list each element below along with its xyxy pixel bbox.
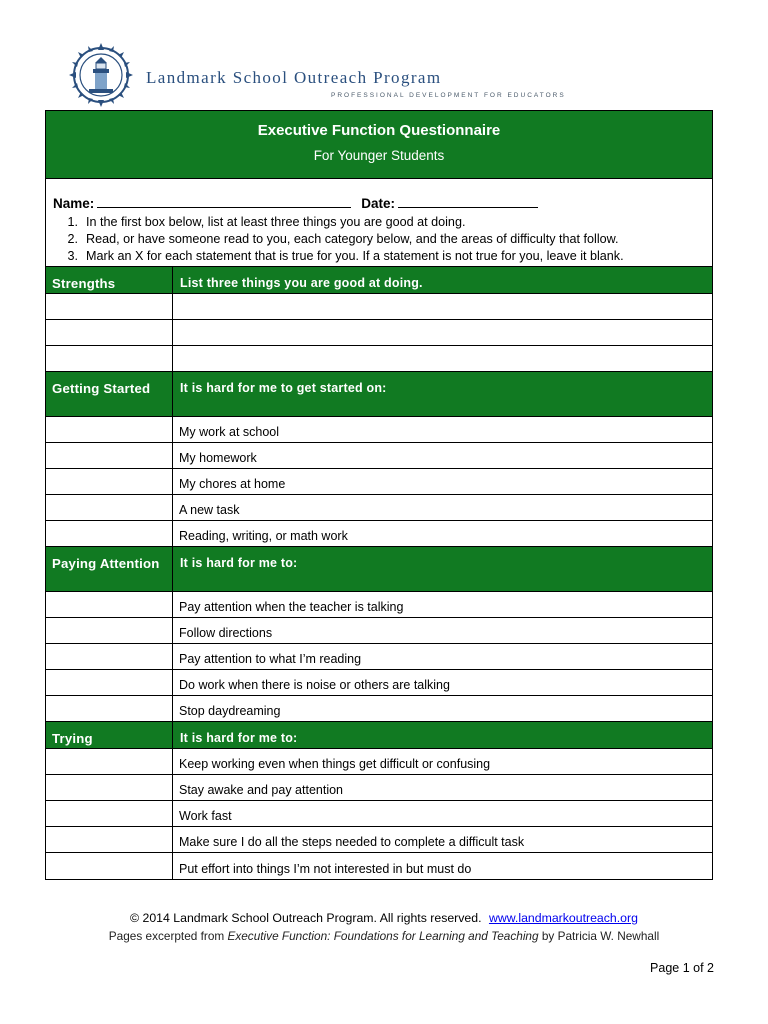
instruction-text: Mark an X for each statement that is true for you. If a statement is not true for you, leave it blank. — [86, 249, 624, 263]
table-row — [46, 469, 712, 495]
title-band — [46, 111, 712, 179]
name-field[interactable] — [97, 195, 351, 208]
statement-text: Pay attention to what I’m reading — [179, 652, 362, 666]
table-row — [46, 696, 712, 722]
section-prompt: It is hard for me to get started on: — [180, 381, 387, 395]
table-row — [46, 294, 712, 320]
statement-text[interactable] — [173, 346, 712, 371]
section-label: Strengths — [46, 267, 173, 293]
section-prompt: It is hard for me to: — [180, 731, 298, 745]
section-header — [46, 722, 712, 749]
org-tagline: PROFESSIONAL DEVELOPMENT FOR EDUCATORS — [331, 92, 566, 99]
date-label: Date: — [361, 196, 396, 211]
form-title: Executive Function Questionnaire — [257, 122, 501, 139]
date-field[interactable] — [398, 195, 538, 208]
section-header — [46, 547, 712, 592]
answer-box[interactable] — [46, 618, 173, 643]
statement-text: My homework — [179, 451, 257, 465]
answer-box[interactable] — [46, 644, 173, 669]
section-prompt: It is hard for me to: — [180, 556, 298, 570]
section-header — [46, 372, 712, 417]
answer-box[interactable] — [46, 443, 173, 468]
statement-text: Reading, writing, or math work — [179, 529, 348, 543]
copyright-text: © 2014 Landmark School Outreach Program. All rights reserved. — [130, 911, 482, 925]
section-prompt: List three things you are good at doing. — [180, 276, 423, 290]
answer-box[interactable] — [46, 827, 173, 852]
table-row — [46, 618, 712, 644]
table-row — [46, 749, 712, 775]
section-label: Trying — [46, 722, 173, 748]
answer-box[interactable] — [46, 853, 173, 879]
table-row — [46, 592, 712, 618]
answer-box[interactable] — [46, 521, 173, 546]
answer-box[interactable] — [46, 670, 173, 695]
footer-excerpt-line — [0, 929, 768, 943]
answer-box[interactable] — [46, 417, 173, 442]
statement-text: Make sure I do all the steps needed to complete a difficult task — [179, 835, 525, 849]
table-row — [46, 443, 712, 469]
table-row — [46, 670, 712, 696]
answer-box[interactable] — [46, 346, 173, 371]
statement-text: A new task — [179, 503, 240, 517]
instruction-item — [53, 248, 705, 265]
answer-box[interactable] — [46, 696, 173, 721]
instruction-item — [53, 231, 705, 248]
statement-text: Pay attention when the teacher is talking — [179, 600, 404, 614]
statement-text: Do work when there is noise or others are talking — [179, 678, 450, 692]
form-subtitle: For Younger Students — [313, 148, 445, 163]
instruction-number: 2. — [67, 232, 78, 246]
answer-box[interactable] — [46, 801, 173, 826]
footer-copyright-line — [0, 911, 768, 925]
answer-box[interactable] — [46, 495, 173, 520]
statement-text: My chores at home — [179, 477, 286, 491]
excerpt-suffix: by Patricia W. Newhall — [538, 929, 660, 943]
section-label: Paying Attention — [46, 547, 173, 591]
statement-text: Keep working even when things get difficult or confusing — [179, 757, 491, 771]
statement-text[interactable] — [173, 320, 712, 345]
info-block — [46, 179, 712, 267]
answer-box[interactable] — [46, 775, 173, 800]
table-row — [46, 320, 712, 346]
book-title: Executive Function: Foundations for Learning and Teaching — [227, 929, 539, 943]
table-row — [46, 801, 712, 827]
instructions-list — [53, 214, 705, 265]
answer-box[interactable] — [46, 320, 173, 345]
table-row — [46, 417, 712, 443]
statement-text: Stop daydreaming — [179, 704, 281, 718]
instruction-item — [53, 214, 705, 231]
page-number: Page 1 of 2 — [650, 961, 714, 975]
instruction-text: Read, or have someone read to you, each category below, and the areas of difficulty that follow. — [86, 232, 619, 246]
section-label: Getting Started — [46, 372, 173, 416]
instruction-number: 1. — [67, 215, 78, 229]
answer-box[interactable] — [46, 469, 173, 494]
table-row — [46, 827, 712, 853]
statement-text: Follow directions — [179, 626, 273, 640]
website-link[interactable]: www.landmarkoutreach.org — [488, 911, 638, 925]
statement-text: My work at school — [179, 425, 280, 439]
table-row — [46, 644, 712, 670]
table-row — [46, 495, 712, 521]
name-label: Name: — [53, 196, 95, 211]
questionnaire-form — [45, 110, 713, 880]
instruction-number: 3. — [67, 249, 78, 263]
excerpt-prefix: Pages excerpted from — [108, 929, 228, 943]
table-row — [46, 521, 712, 547]
table-row — [46, 775, 712, 801]
statement-text: Stay awake and pay attention — [179, 783, 344, 797]
answer-box[interactable] — [46, 592, 173, 617]
statement-text[interactable] — [173, 294, 712, 319]
answer-box[interactable] — [46, 294, 173, 319]
header — [68, 42, 588, 108]
sections-table — [46, 267, 712, 879]
table-row — [46, 853, 712, 879]
statement-text: Put effort into things I’m not interested in but must do — [179, 862, 472, 876]
answer-box[interactable] — [46, 749, 173, 774]
statement-text: Work fast — [179, 809, 232, 823]
table-row — [46, 346, 712, 372]
org-name: Landmark School Outreach Program — [146, 68, 442, 87]
landmark-seal-logo — [68, 42, 134, 108]
instruction-text: In the first box below, list at least three things you are good at doing. — [86, 215, 466, 229]
section-header — [46, 267, 712, 294]
name-date-line — [53, 195, 705, 214]
